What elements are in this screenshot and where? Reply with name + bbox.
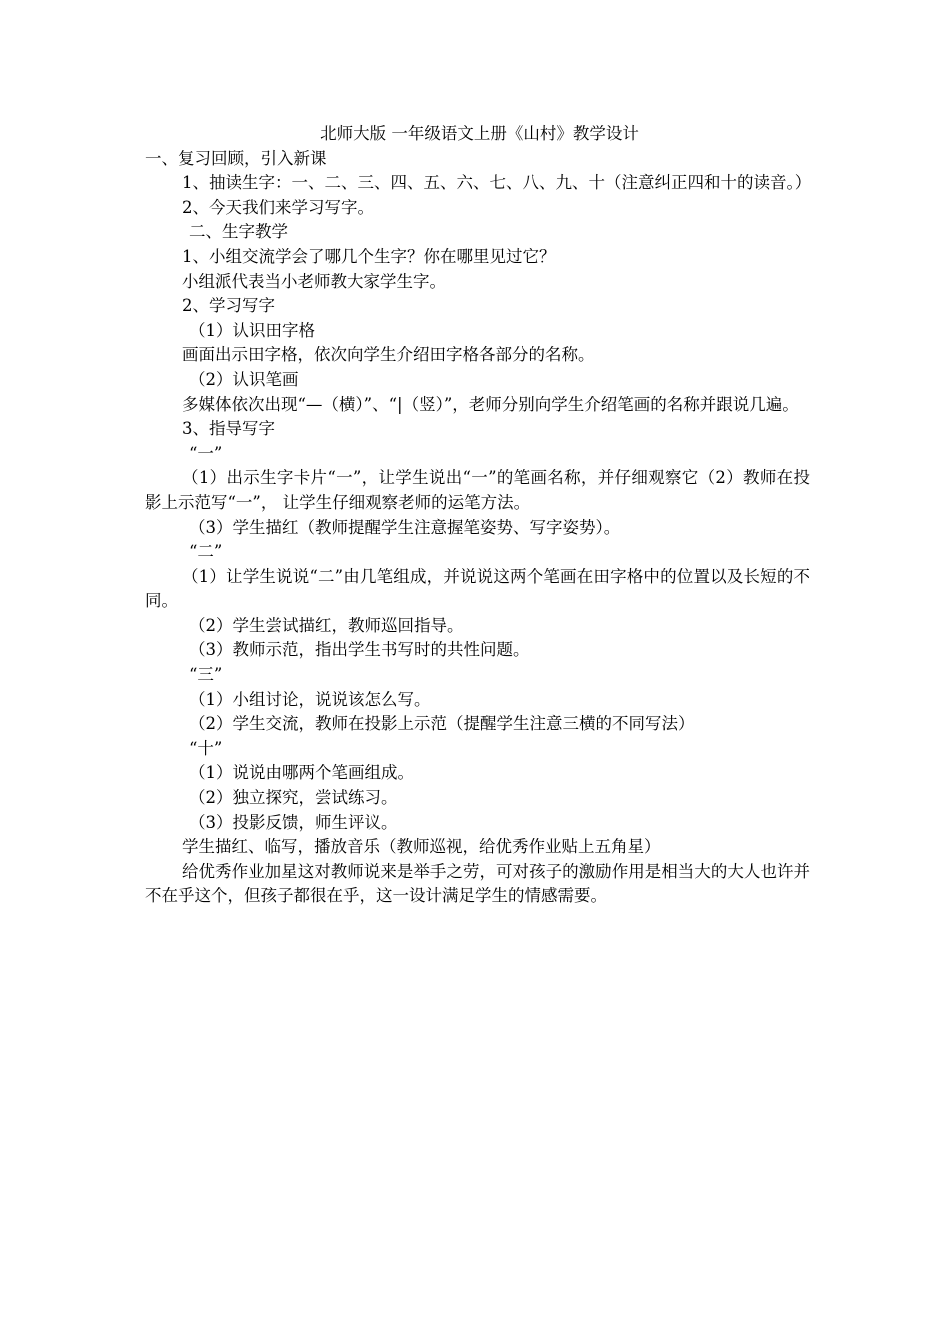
section-heading-review: 一、复习回顾，引入新课: [145, 148, 327, 168]
paragraph-read-characters: 1、抽读生字：一、二、三、四、五、六、七、八、九、十（注意纠正四和十的读音。）: [182, 173, 812, 193]
paragraph-er-tracing: （2）学生尝试描红，教师巡回指导。: [189, 615, 464, 635]
paragraph-learn-writing-heading: 2、学习写字: [182, 296, 275, 316]
paragraph-strokes-description: 多媒体依次出现“—（横）”、“|（竖）”，老师分别向学生介绍笔画的名称并跟说几遍。: [182, 394, 799, 414]
character-heading-yi: “一”: [189, 443, 223, 463]
paragraph-yi-steps: （1）出示生字卡片“一”，让学生说出“一”的笔画名称，并仔细观察它（2）教师在投影上示范写“一”， 让学生仔细观察老师的运笔方法。: [145, 468, 810, 512]
paragraph-er-demo: （3）教师示范，指出学生书写时的共性问题。: [189, 640, 530, 660]
paragraph-shi-practice: （2）独立探究，尝试练习。: [189, 788, 398, 808]
character-heading-san: “三”: [189, 665, 223, 685]
document-page: [145, 122, 810, 909]
paragraph-small-teacher: 小组派代表当小老师教大家学生字。: [182, 271, 446, 291]
character-heading-shi: “十”: [189, 738, 223, 758]
paragraph-guide-writing: 3、指导写字: [182, 419, 275, 439]
paragraph-group-exchange: 1、小组交流学会了哪几个生字？你在哪里见过它？: [182, 246, 556, 266]
character-heading-er: “二”: [189, 542, 223, 562]
paragraph-yi-tracing: （3）学生描红（教师提醒学生注意握笔姿势、写字姿势）。: [189, 517, 621, 537]
paragraph-strokes-intro: （2）认识笔画: [189, 369, 299, 389]
paragraph-grid-intro: （1）认识田字格: [189, 320, 315, 340]
document-title: 北师大版 一年级语文上册《山村》教学设计: [320, 124, 639, 143]
section-heading-character-teaching: 二、生字教学: [189, 222, 288, 242]
paragraph-san-discussion: （1）小组讨论，说说该怎么写。: [189, 689, 431, 709]
paragraph-tracing-music: 学生描红、临写，播放音乐（教师巡视，给优秀作业贴上五角星）: [182, 837, 661, 857]
paragraph-learn-writing: 2、今天我们来学习写字。: [182, 197, 374, 217]
paragraph-grid-description: 画面出示田字格，依次向学生介绍田字格各部分的名称。: [182, 345, 595, 365]
paragraph-san-exchange: （2）学生交流，教师在投影上示范（提醒学生注意三横的不同写法）: [189, 714, 695, 734]
paragraph-reflection: 给优秀作业加星这对教师说来是举手之劳，可对孩子的激励作用是相当大的大人也许并不在乎这个，但孩子都很在乎，这一设计满足学生的情感需要。: [145, 861, 810, 906]
paragraph-shi-feedback: （3）投影反馈，师生评议。: [189, 812, 398, 832]
paragraph-er-strokes: （1）让学生说说“二”由几笔组成，并说说这两个笔画在田字格中的位置以及长短的不同。: [145, 566, 810, 611]
paragraph-shi-strokes: （1）说说由哪两个笔画组成。: [189, 763, 414, 783]
